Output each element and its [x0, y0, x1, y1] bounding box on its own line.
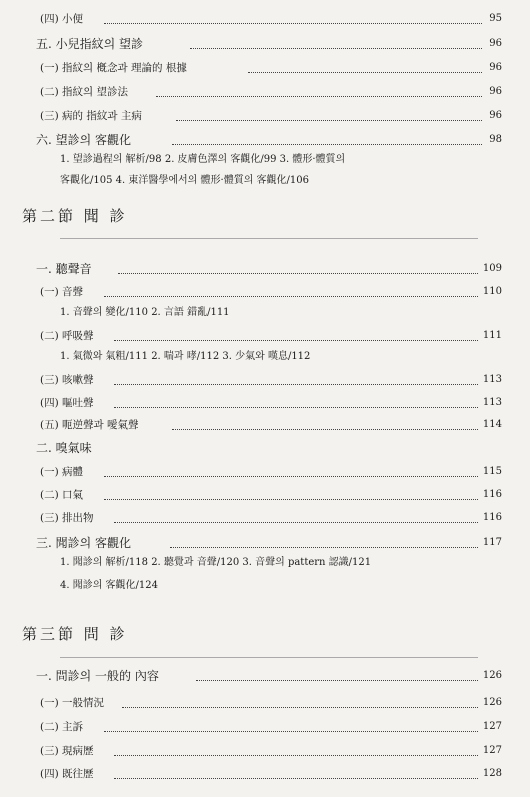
toc-entry: [0, 392, 530, 414]
leader-dots: [114, 332, 478, 341]
page-number: 114: [482, 419, 502, 430]
toc-entry: [0, 8, 530, 30]
toc-entry: [0, 716, 530, 738]
leader-dots: [104, 491, 478, 500]
page-number: 113: [482, 374, 502, 385]
toc-entry: [0, 325, 530, 347]
leader-dots: [104, 723, 478, 732]
page-number: 96: [489, 110, 502, 121]
entry-label: (二) 呼吸聲: [40, 330, 94, 342]
page-number: 113: [482, 397, 502, 408]
toc-entry: [0, 461, 530, 483]
leader-dots: [118, 265, 478, 274]
entry-label: 一. 問診의 一般的 內容: [36, 669, 159, 683]
section-heading: 第三節 問 診: [22, 625, 128, 643]
leader-dots: [156, 88, 482, 97]
divider: [60, 238, 478, 239]
leader-dots: [114, 770, 478, 779]
entry-label: (三) 咳嗽聲: [40, 374, 94, 386]
page-number: 116: [482, 489, 502, 500]
toc-entry: [0, 763, 530, 785]
page-number: 109: [482, 263, 502, 274]
leader-dots: [172, 421, 478, 430]
entry-label: (一) 指紋의 槪念과 理論的 根據: [40, 62, 187, 74]
toc-entry: [0, 281, 530, 303]
page-number: 96: [489, 86, 502, 97]
leader-dots: [190, 40, 482, 49]
entry-label: (四) 嘔吐聲: [40, 397, 94, 409]
leader-dots: [248, 64, 482, 73]
toc-entry: [0, 33, 530, 55]
leader-dots: [104, 288, 478, 297]
toc-entry: [0, 129, 530, 151]
entry-label: (五) 呃逆聲과 噯氣聲: [40, 419, 139, 431]
toc-entry: [0, 105, 530, 127]
page-number: 127: [482, 745, 502, 756]
subentry-line: 4. 聞診의 客觀化/124: [60, 580, 159, 591]
toc-entry: [0, 369, 530, 391]
page-number: 110: [482, 286, 502, 297]
entry-label: 三. 聞診의 客觀化: [36, 536, 132, 550]
toc-entry: [0, 740, 530, 762]
page-number: 117: [482, 537, 502, 548]
entry-label: (三) 病的 指紋과 主病: [40, 110, 142, 122]
leader-dots: [196, 672, 478, 681]
subentry-line: 1. 氣微와 氣粗/111 2. 喘과 哮/112 3. 少氣와 嘆息/112: [60, 351, 311, 362]
entry-label: (一) 音聲: [40, 286, 84, 298]
subentry-line: 1. 聞診의 解析/118 2. 聽覺과 音聲/120 3. 音聲의 pattern 認識/121: [60, 557, 372, 568]
toc-entry: [0, 414, 530, 436]
entry-label: (四) 既往歷: [40, 768, 94, 780]
entry-label: 一. 聽聲音: [36, 262, 92, 276]
page-number: 126: [482, 697, 502, 708]
entry-label: (二) 指紋의 望診法: [40, 86, 129, 98]
subentry-line: 客觀化/105 4. 東洋醫學에서의 體形·體質의 客觀化/106: [60, 175, 309, 186]
entry-label: (二) 主訴: [40, 721, 84, 733]
entry-label: (一) 一般情況: [40, 697, 105, 709]
page-number: 98: [489, 134, 502, 145]
toc-entry: [0, 57, 530, 79]
entry-label: (二) 口氣: [40, 489, 84, 501]
page-number: 127: [482, 721, 502, 732]
toc-entry: [0, 484, 530, 506]
leader-dots: [114, 399, 478, 408]
leader-dots: [104, 15, 482, 24]
leader-dots: [122, 699, 478, 708]
leader-dots: [114, 376, 478, 385]
subentry-line: 1. 音聲의 變化/110 2. 言語 錯亂/111: [60, 307, 230, 318]
toc-entry: [0, 437, 530, 459]
page-number: 116: [482, 512, 502, 523]
toc-entry: [0, 692, 530, 714]
leader-dots: [172, 136, 482, 145]
toc-entry: [0, 81, 530, 103]
leader-dots: [170, 539, 478, 548]
toc-entry: [0, 258, 530, 280]
entry-label: (三) 現病歷: [40, 745, 94, 757]
page-number: 128: [482, 768, 502, 779]
entry-label: 六. 望診의 客觀化: [36, 133, 132, 147]
leader-dots: [114, 514, 478, 523]
section-heading: 第二節 聞 診: [22, 207, 128, 225]
entry-label: 五. 小兒指紋의 望診: [36, 37, 144, 51]
page-number: 111: [482, 330, 502, 341]
subentry-line: 1. 望診過程의 解析/98 2. 皮膚色澤의 客觀化/99 3. 體形·體質의: [60, 154, 346, 165]
entry-label: (四) 小便: [40, 13, 84, 25]
page-number: 96: [489, 38, 502, 49]
toc-entry: [0, 532, 530, 554]
page-number: 126: [482, 670, 502, 681]
toc-entry: [0, 507, 530, 529]
page-number: 115: [482, 466, 502, 477]
divider: [60, 657, 478, 658]
entry-label: (一) 病體: [40, 466, 84, 478]
page-number: 96: [489, 62, 502, 73]
entry-label: (三) 排出物: [40, 512, 94, 524]
leader-dots: [114, 747, 478, 756]
leader-dots: [104, 468, 478, 477]
page-number: 95: [489, 13, 502, 24]
entry-label: 二. 嗅氣味: [36, 441, 92, 455]
toc-entry: [0, 665, 530, 687]
leader-dots: [176, 112, 482, 121]
